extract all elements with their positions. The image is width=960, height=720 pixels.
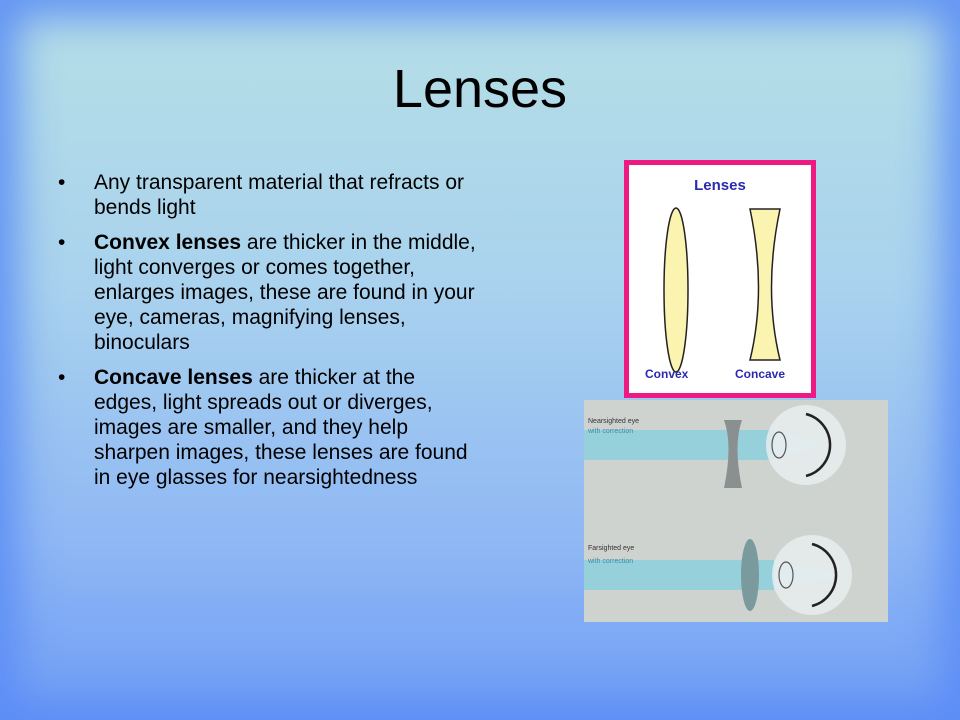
bullet-bold-term: Concave lenses (94, 366, 253, 389)
bullet-bold-term: Convex lenses (94, 231, 242, 254)
concave-label: Concave (735, 367, 786, 381)
bullet-item (58, 230, 478, 355)
bullet-dot: • (58, 231, 66, 254)
convex-label: Convex (645, 367, 689, 381)
bullet-item (58, 365, 478, 490)
concave-lens-shape (750, 209, 780, 360)
nearsighted-subcaption: with correction (588, 428, 634, 435)
eye-correction-image (584, 400, 888, 622)
bullet-list (58, 170, 478, 500)
lens-diagram-image (624, 160, 816, 398)
farsighted-subcaption: with correction (588, 558, 634, 565)
lens-diagram-title: Lenses (694, 177, 746, 194)
bullet-text: are thicker at the edges, light spreads out or diverges, images are smaller, and they help sharpen images, these lenses are found in eye glasses for nearsightedness (94, 366, 468, 489)
farsighted-caption: Farsighted eye (588, 545, 635, 552)
lens-diagram-canvas (629, 165, 811, 393)
bullet-text: are thicker in the middle, light converges or comes together, enlarges images, these are found in your eye, cameras, magnifying lenses, binoculars (94, 231, 476, 354)
slide-title: Lenses (392, 59, 568, 119)
convex-corrective-lens (741, 539, 759, 611)
bullet-item (58, 170, 478, 220)
convex-lens-shape (664, 208, 688, 372)
bullet-dot: • (58, 366, 66, 389)
bullet-dot: • (58, 171, 66, 194)
nearsighted-caption: Nearsighted eye (588, 418, 639, 425)
nearsighted-eyeball (766, 405, 846, 485)
farsighted-eyeball (772, 535, 852, 615)
lens-shapes (629, 165, 811, 393)
bullet-text: Any transparent material that refracts or bends light (94, 171, 464, 219)
